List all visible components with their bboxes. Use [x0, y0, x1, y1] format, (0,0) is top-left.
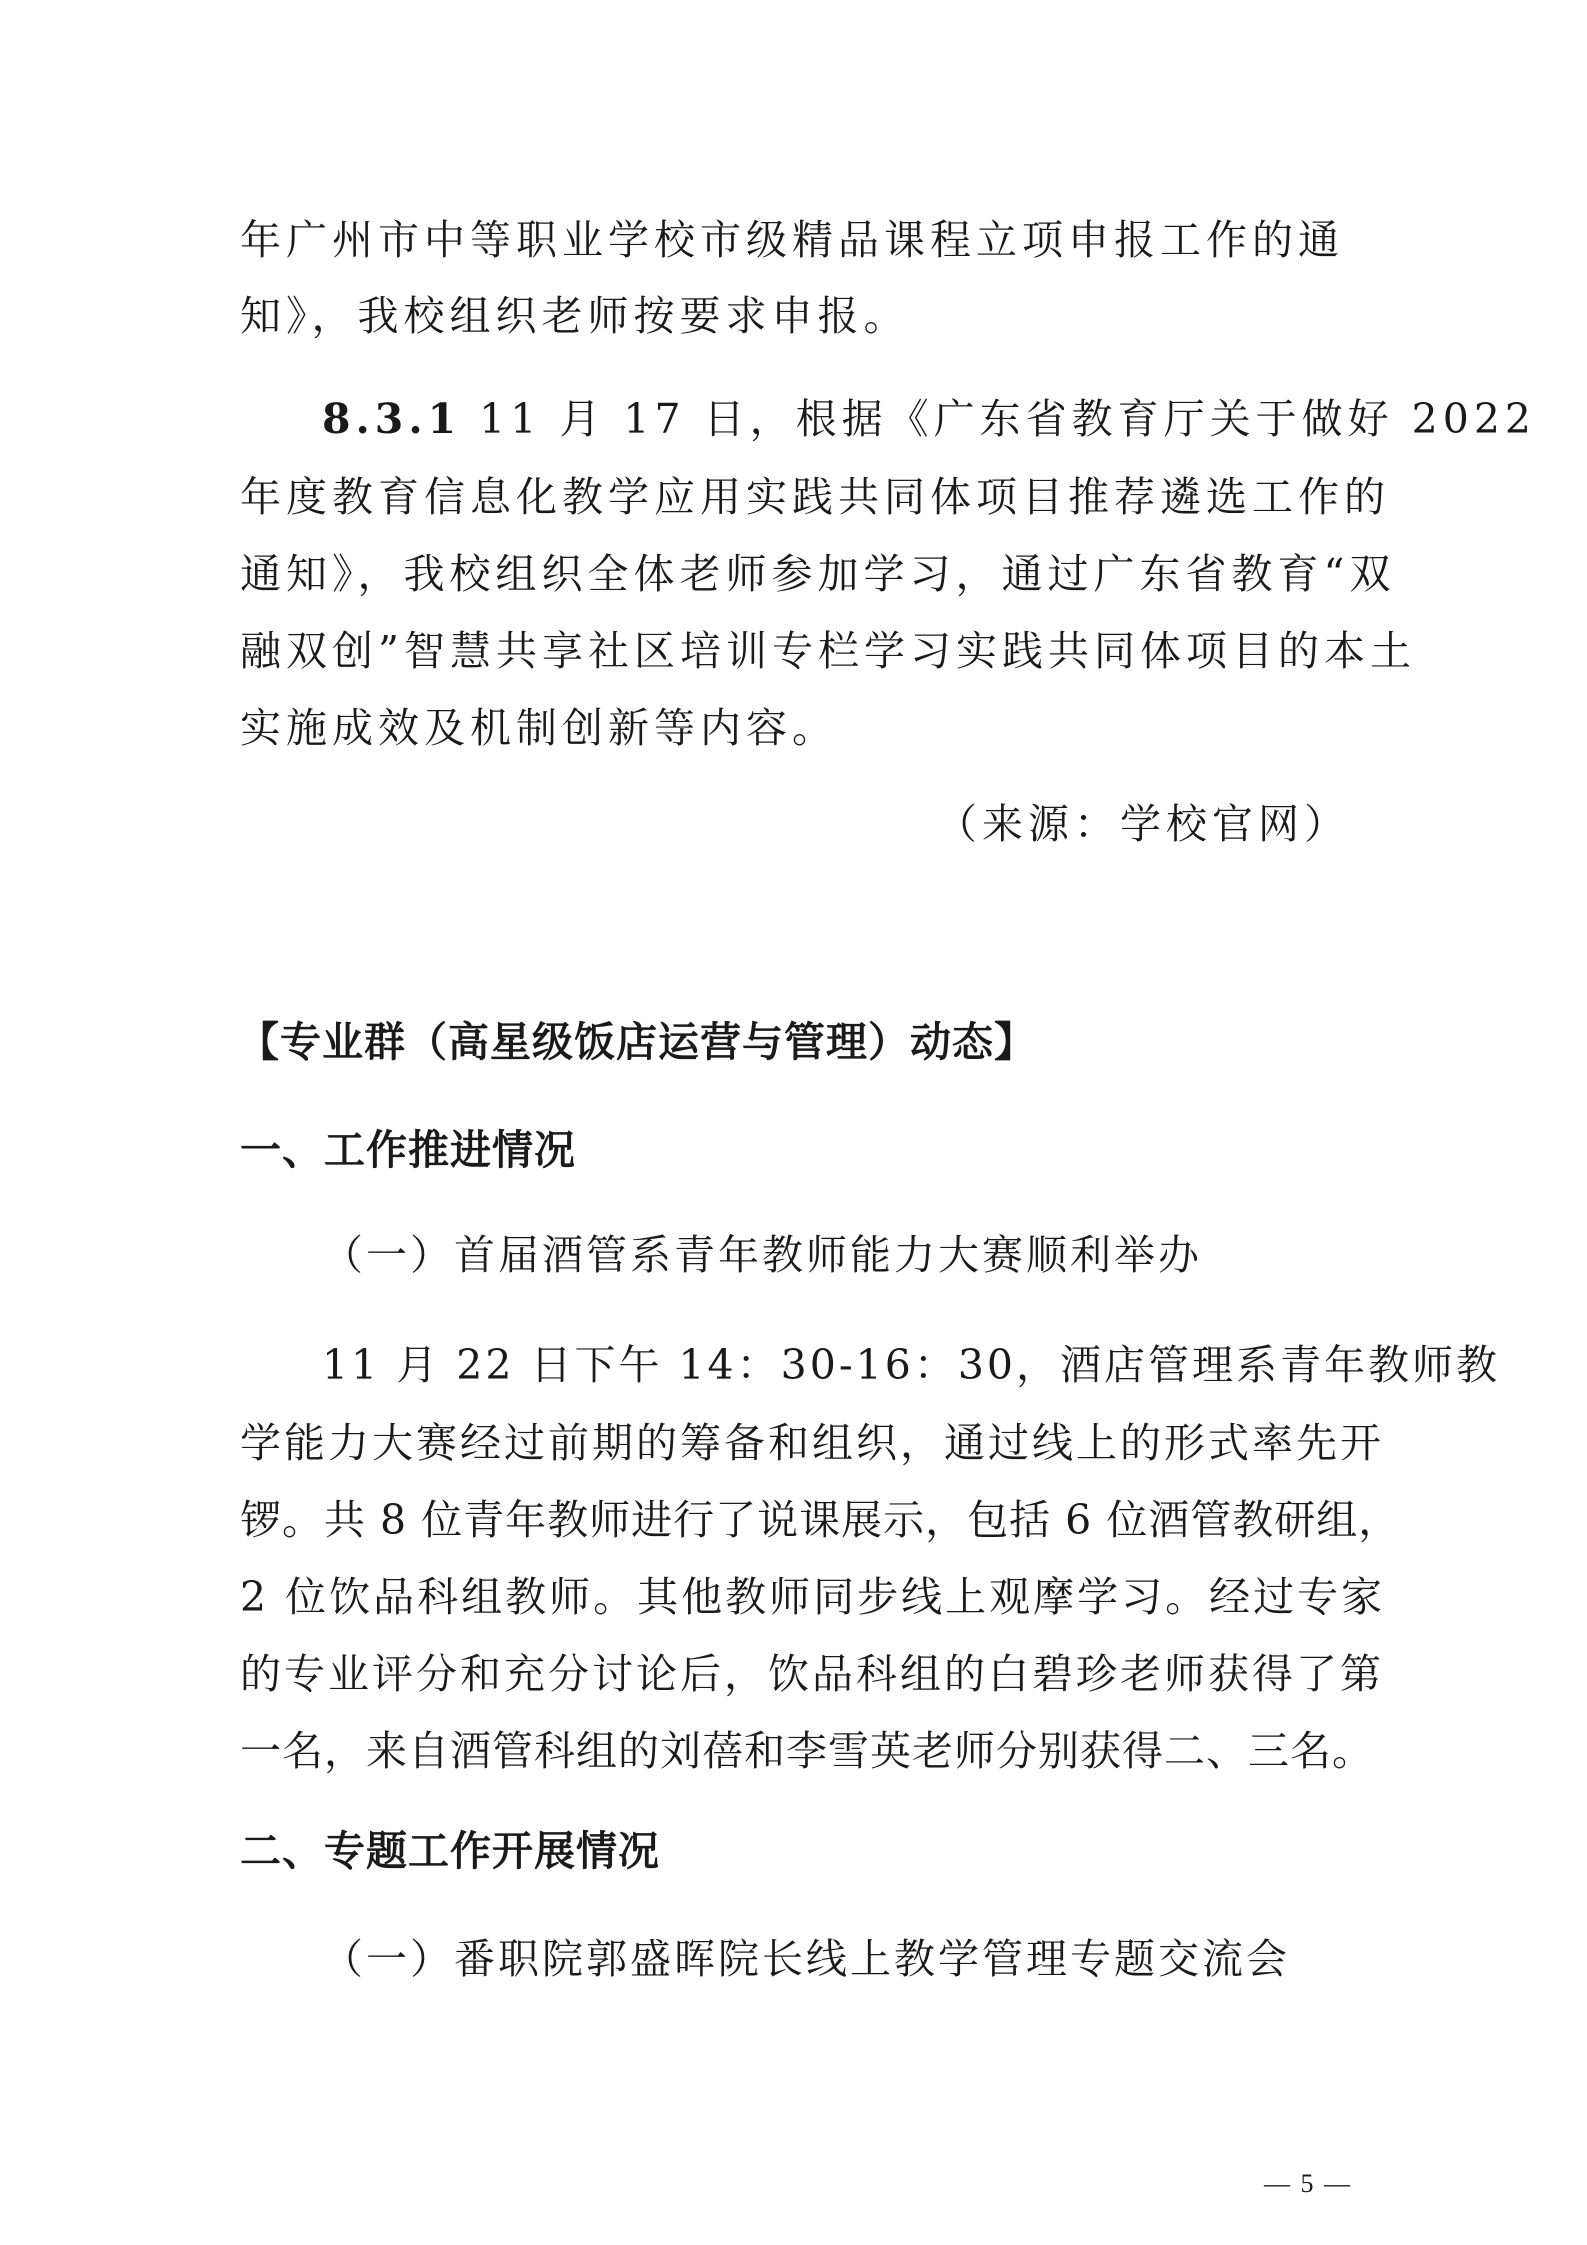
paragraph-line: 一名，来自酒管科组的刘蓓和李雪英老师分别获得二、三名。	[240, 1727, 1374, 1775]
paragraph-line: 的专业评分和充分讨论后，饮品科组的白碧珍老师获得了第	[240, 1650, 1384, 1698]
paragraph-line: 年广州市中等职业学校市级精品课程立项申报工作的通	[240, 216, 1344, 264]
page-number: — 5 —	[1264, 2169, 1352, 2198]
paragraph-line: 锣。共 8 位青年教师进行了说课展示，包括 6 位酒管教研组，	[240, 1496, 1401, 1544]
paragraph-line: 11 月 22 日下午 14：30-16：30，酒店管理系青年教师教	[322, 1341, 1501, 1389]
subheading-exchange-meeting: （一）番职院郭盛晖院长线上教学管理专题交流会	[322, 1935, 1290, 1983]
paragraph-text: 11 月 17 日，根据《广东省教育厅关于做好 2022	[461, 395, 1536, 443]
paragraph-first-line	[322, 393, 1536, 445]
paragraph-line: 知》，我校组织老师按要求申报。	[240, 292, 910, 340]
paragraph-line: 年度教育信息化教学应用实践共同体项目推荐遴选工作的	[240, 473, 1390, 521]
item-number: 8.3.1	[322, 395, 462, 443]
paragraph-line: 实施成效及机制创新等内容。	[240, 704, 838, 752]
section-title: 【专业群（高星级饭店运营与管理）动态】	[238, 1018, 1036, 1066]
source-note: （来源：学校官网）	[936, 800, 1350, 848]
subheading-competition: （一）首届酒管系青年教师能力大赛顺利举办	[322, 1231, 1202, 1279]
paragraph-line: 通知》，我校组织全体老师参加学习，通过广东省教育“双	[240, 550, 1396, 598]
heading-work-progress: 一、工作推进情况	[240, 1126, 576, 1174]
paragraph-line: 学能力大赛经过前期的筹备和组织，通过线上的形式率先开	[240, 1419, 1384, 1467]
heading-special-work: 二、专题工作开展情况	[240, 1827, 660, 1875]
paragraph-line: 2 位饮品科组教师。其他教师同步线上观摩学习。经过专家	[240, 1573, 1386, 1621]
paragraph-line: 融双创”智慧共享社区培训专栏学习实践共同体项目的本土	[240, 627, 1416, 675]
